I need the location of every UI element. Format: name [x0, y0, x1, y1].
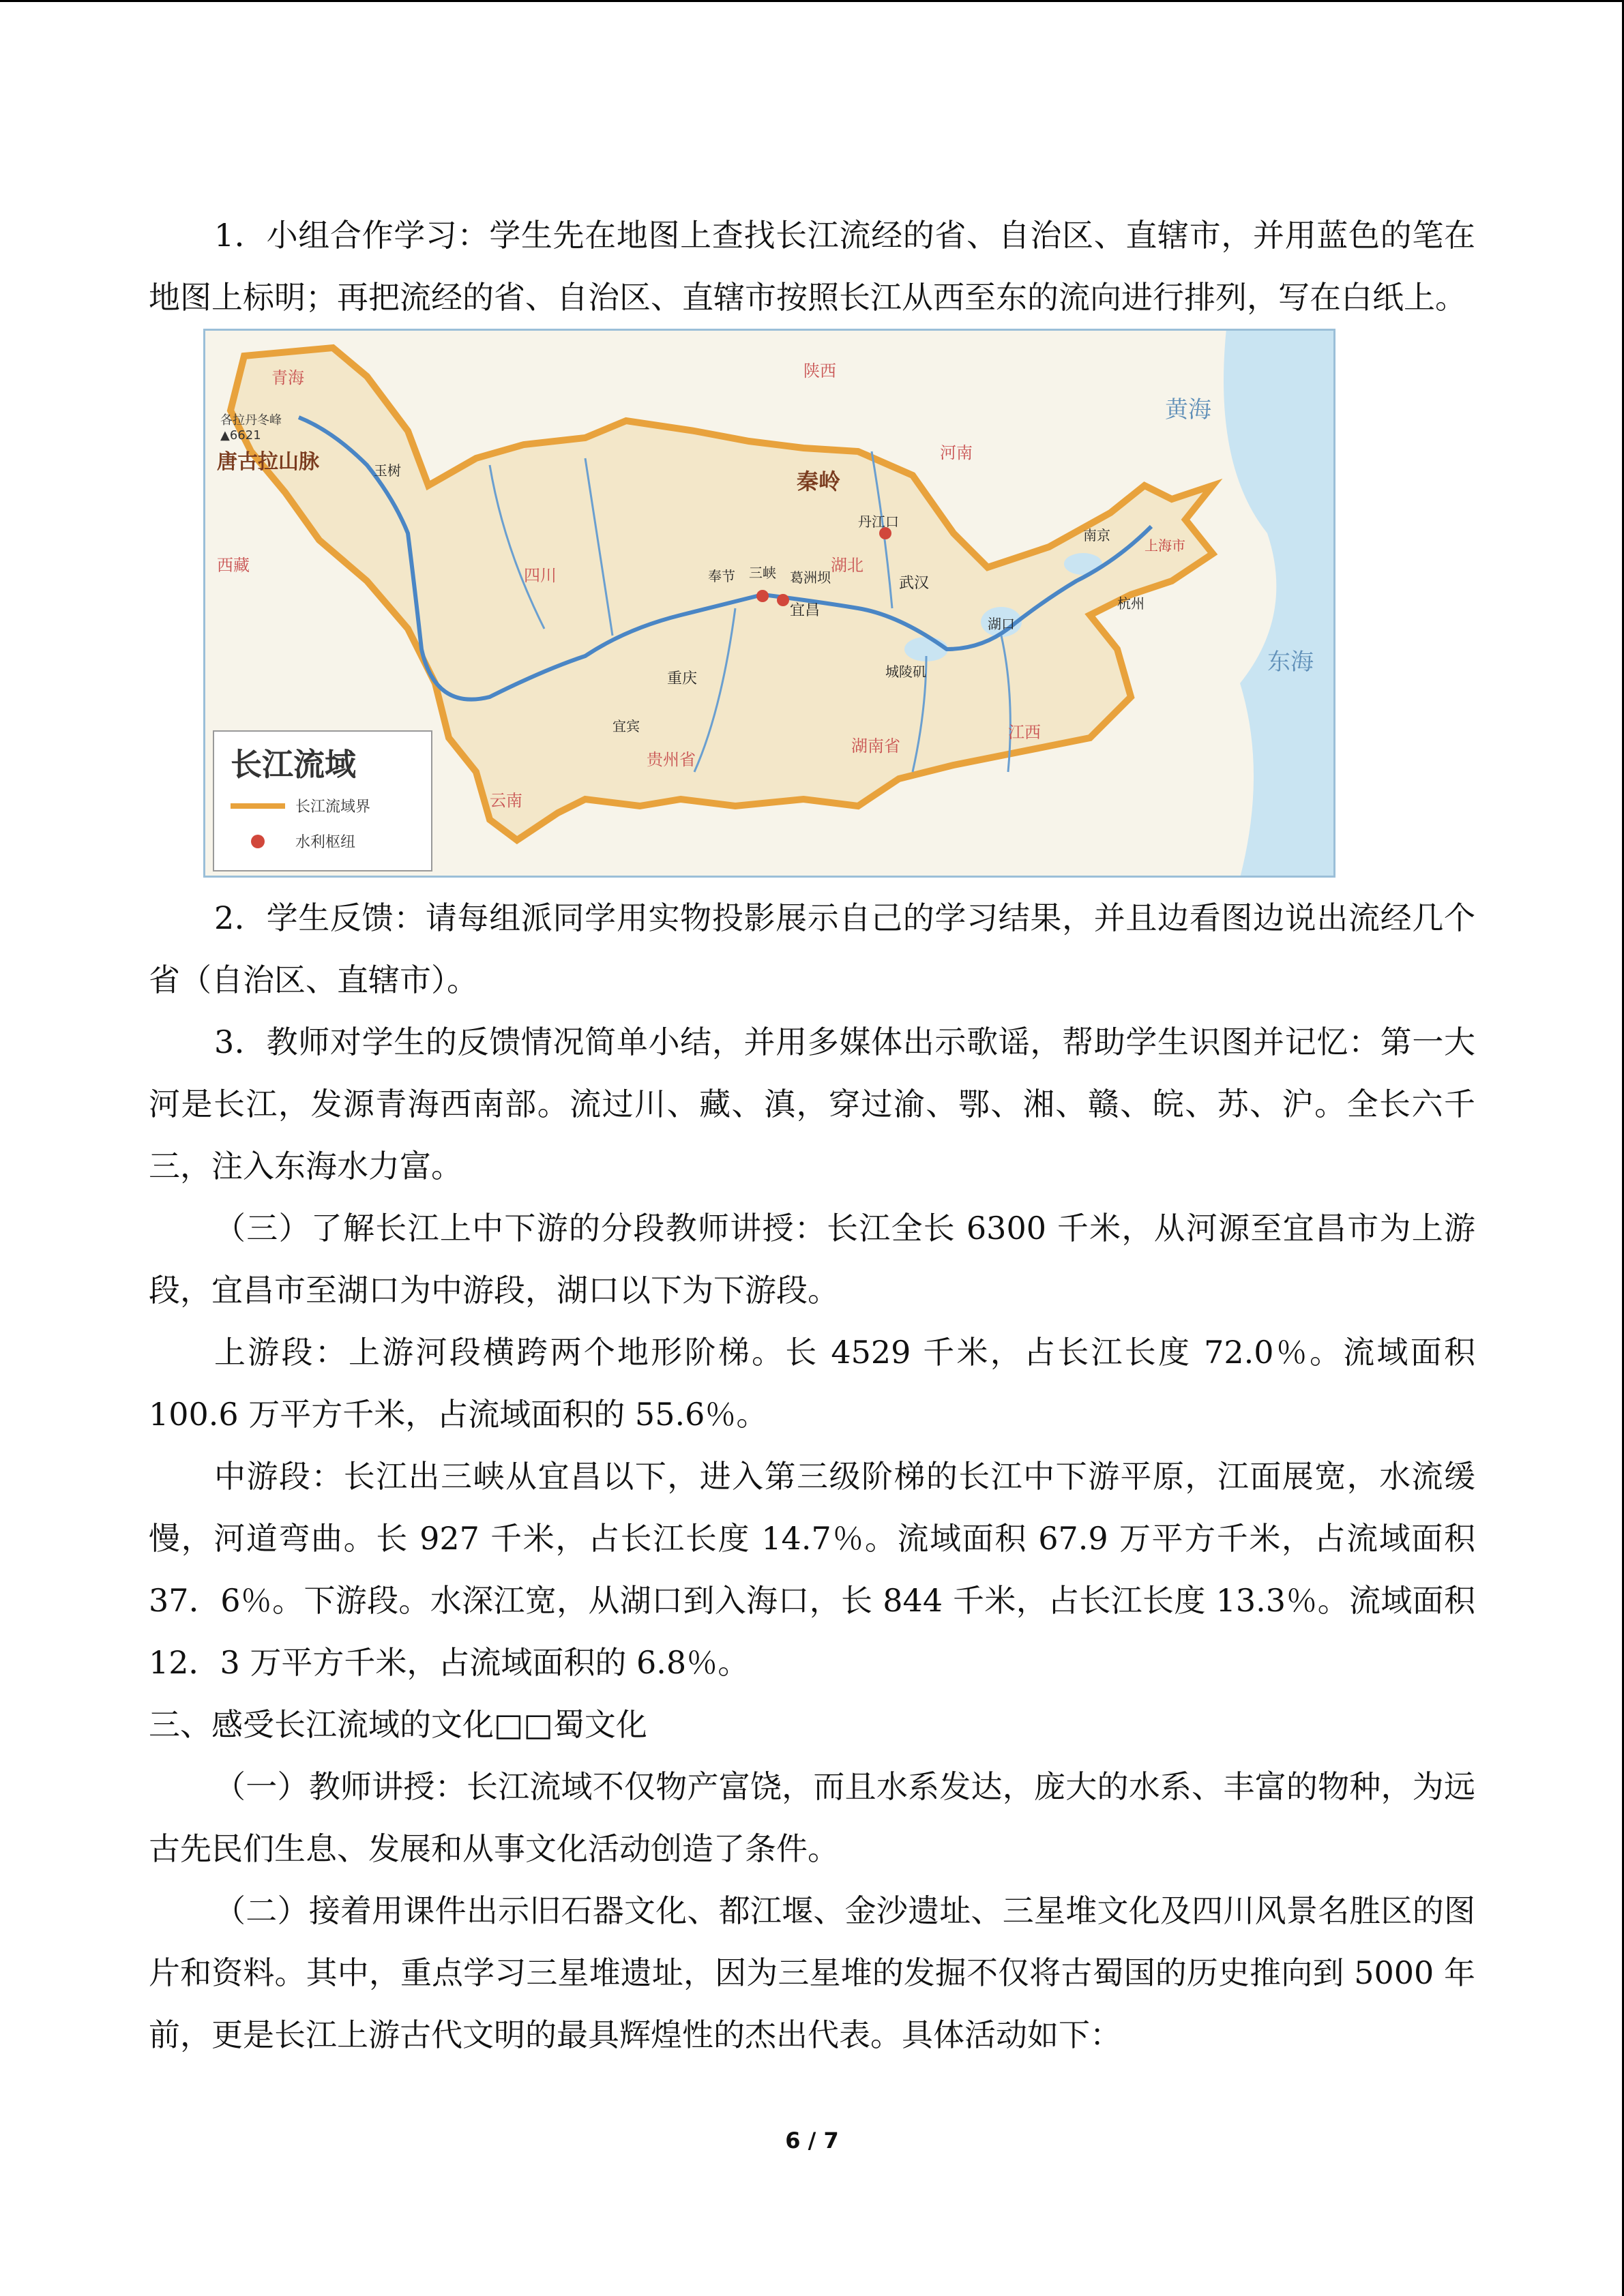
legend-hub-swatch: [251, 835, 265, 848]
label-jiangxi: 江西: [1008, 723, 1041, 742]
label-shaanxi: 陕西: [803, 361, 836, 381]
label-xizang: 西藏: [217, 556, 250, 575]
label-sichuan: 四川: [524, 566, 557, 585]
label-sanxia: 三峡: [749, 565, 776, 581]
label-nanjing: 南京: [1083, 527, 1110, 543]
legend-hub-label: 水利枢纽: [295, 834, 356, 851]
label-yellow-sea: 黄海: [1165, 396, 1211, 423]
yangtze-basin-map: [203, 329, 1335, 878]
label-peak-name: 各拉丹冬峰: [220, 413, 282, 428]
label-hubei: 湖北: [831, 556, 863, 575]
paragraph-group-study: 1．小组合作学习：学生先在地图上查找长江流经的省、自治区、直辖市，并用蓝色的笔在地图上标明；再把流经的省、自治区、直辖市按照长江从西至东的流向进行排列，写在白纸上。: [149, 217, 1475, 316]
document-body: [149, 205, 1475, 2066]
label-fengjie: 奉节: [708, 568, 735, 584]
label-mountain: 唐古拉山脉: [217, 450, 319, 474]
paragraph-student-feedback: 2．学生反馈：请每组派同学用实物投影展示自己的学习结果，并且边看图边说出流经几个省（自治区、直辖市）。: [149, 899, 1475, 998]
paragraph-segments-intro: （三）了解长江上中下游的分段教师讲授：长江全长 6300 千米，从河源至宜昌市为上游段，宜昌市至湖口为中游段，湖口以下为下游段。: [149, 1210, 1475, 1309]
hub-sanxia: [756, 590, 769, 602]
label-shanghai: 上海市: [1145, 537, 1185, 554]
label-yushu: 玉树: [374, 462, 401, 479]
label-chenglingji: 城陵矶: [885, 664, 926, 680]
paragraph-middle-lower-reach: 中游段：长江出三峡从宜昌以下，进入第三级阶梯的长江中下游平原，江面展宽，水流缓慢，河道弯曲。长 927 千米，占长江长度 14.7％。流域面积 67.9 万平方千米，占流域面积 37．6％。下游段。水深江宽，从湖口到入海口，长 844 千米，占长江长度 13.3％。流域面积 12．3 万平方千米，占流域面积的 6.8％。: [149, 1458, 1475, 1681]
label-peak-elev: ▲6621: [220, 428, 261, 443]
paragraph-courseware: （二）接着用课件出示旧石器文化、都江堰、金沙遗址、三星堆文化及四川风景名胜区的图片和资料。其中，重点学习三星堆遗址，因为三星堆的发掘不仅将古蜀国的历史推向到 5000 年前，更是长江上游古代文明的最具辉煌性的杰出代表。具体活动如下：: [149, 1892, 1475, 2053]
paragraph-upper-reach: 上游段：上游河段横跨两个地形阶梯。长 4529 千米，占长江长度 72.0％。流域面积 100.6 万平方千米，占流域面积的 55.6％。: [149, 1334, 1475, 1433]
label-east-sea: 东海: [1267, 648, 1314, 676]
label-chongqing: 重庆: [667, 670, 698, 687]
label-yunnan: 云南: [490, 791, 522, 810]
paragraph-teacher-summary: 3．教师对学生的反馈情况简单小结，并用多媒体出示歌谣，帮助学生识图并记忆：第一大河是长江，发源青海西南部。流过川、藏、滇，穿过渝、鄂、湘、赣、皖、苏、沪。全长六千三，注入东海水力富。: [149, 1024, 1475, 1184]
section-heading-culture: 三、感受长江流域的文化□□蜀文化: [149, 1706, 647, 1743]
paragraph-teacher-lecture: （一）教师讲授：长江流域不仅物产富饶，而且水系发达，庞大的水系、丰富的物种，为远古先民们生息、发展和从事文化活动创造了条件。: [149, 1768, 1475, 1867]
map-graphic: [203, 329, 1335, 878]
label-gezhouba: 葛洲坝: [790, 569, 831, 586]
label-qinghai: 青海: [271, 368, 304, 387]
legend-title: 长江流域: [231, 746, 356, 783]
page-border-top: [0, 0, 1624, 2]
hub-gezhouba: [777, 594, 789, 606]
label-henan: 河南: [940, 443, 973, 462]
label-hangzhou: 杭州: [1117, 595, 1145, 612]
label-yichang: 宜昌: [790, 602, 821, 619]
label-yibin: 宜宾: [612, 718, 640, 734]
page-number: 6 / 7: [785, 2128, 839, 2153]
label-wuhan: 武汉: [899, 575, 930, 592]
label-guizhou: 贵州省: [647, 750, 696, 769]
legend-boundary-label: 长江流域界: [295, 799, 371, 816]
label-hukou: 湖口: [988, 616, 1015, 632]
map-legend: [213, 731, 432, 871]
label-qinling: 秦岭: [797, 468, 841, 494]
label-danjiangkou: 丹江口: [858, 513, 899, 530]
label-hunan: 湖南省: [851, 736, 900, 756]
